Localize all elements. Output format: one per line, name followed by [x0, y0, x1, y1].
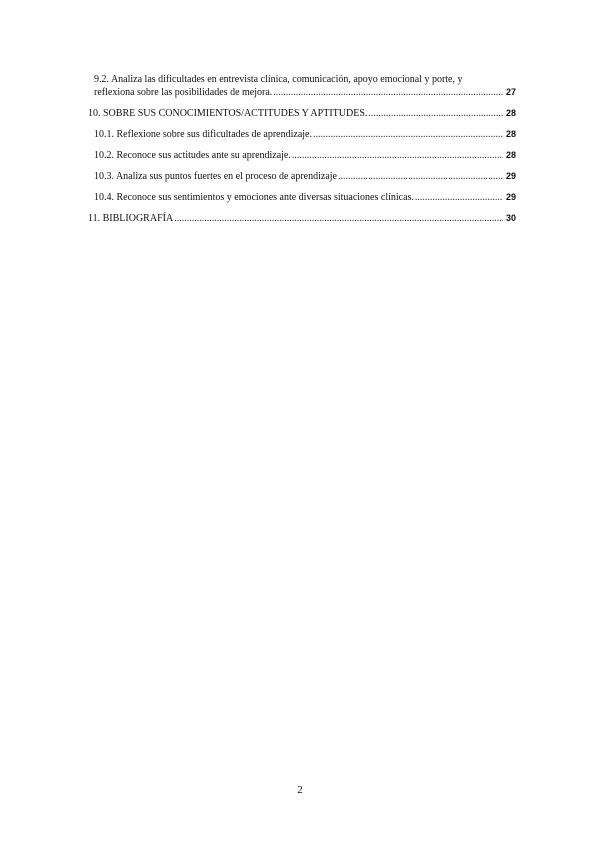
- toc-page-number: 29: [505, 171, 516, 181]
- toc-entry-10-1[interactable]: [88, 128, 516, 141]
- toc-page-number: 28: [505, 150, 516, 160]
- toc-leader-dots: [292, 149, 503, 162]
- toc-entry-text: 10.2. Reconoce sus actitudes ante su aprendizaje.: [94, 150, 291, 161]
- toc-entry-text: 10.1. Reflexione sobre sus dificultades de aprendizaje.: [94, 129, 312, 140]
- toc-page-number: 30: [505, 213, 516, 223]
- toc-page-number: 27: [505, 87, 516, 97]
- toc-entry-10-2[interactable]: [88, 149, 516, 162]
- toc-leader-dots: [338, 170, 503, 183]
- toc-page-number: 28: [505, 108, 516, 118]
- toc-leader-dots: [174, 212, 503, 225]
- toc-entry-10-4[interactable]: [88, 191, 516, 204]
- toc-leader-dots: [368, 107, 503, 120]
- toc-entry-9-2[interactable]: [88, 73, 516, 99]
- toc-entry-text: 10. SOBRE SUS CONOCIMIENTOS/ACTITUDES Y APTITUDES.: [88, 108, 368, 119]
- toc-leader-dots: [273, 86, 503, 99]
- toc-entry-text: reflexiona sobre las posibilidades de mejora.: [94, 87, 273, 98]
- toc-page-number: 28: [505, 129, 516, 139]
- toc-entry-text: 10.3. Analiza sus puntos fuertes en el proceso de aprendizaje: [94, 171, 337, 182]
- toc-page-number: 29: [505, 192, 516, 202]
- toc-entry-10[interactable]: [88, 107, 516, 120]
- toc-leader-dots: [415, 191, 503, 204]
- table-of-contents: [88, 73, 516, 233]
- toc-entry-text: 9.2. Analiza las dificultades en entrevista clínica, comunicación, apoyo emocional y porte, y: [94, 74, 463, 85]
- toc-entry-10-3[interactable]: [88, 170, 516, 183]
- toc-entry-text: 11. BIBLIOGRAFÍA: [88, 213, 174, 224]
- toc-entry-text: 10.4. Reconoce sus sentimientos y emociones ante diversas situaciones clínicas.: [94, 192, 414, 203]
- toc-leader-dots: [313, 128, 503, 141]
- page-number: 2: [297, 784, 303, 796]
- toc-entry-11[interactable]: [88, 212, 516, 225]
